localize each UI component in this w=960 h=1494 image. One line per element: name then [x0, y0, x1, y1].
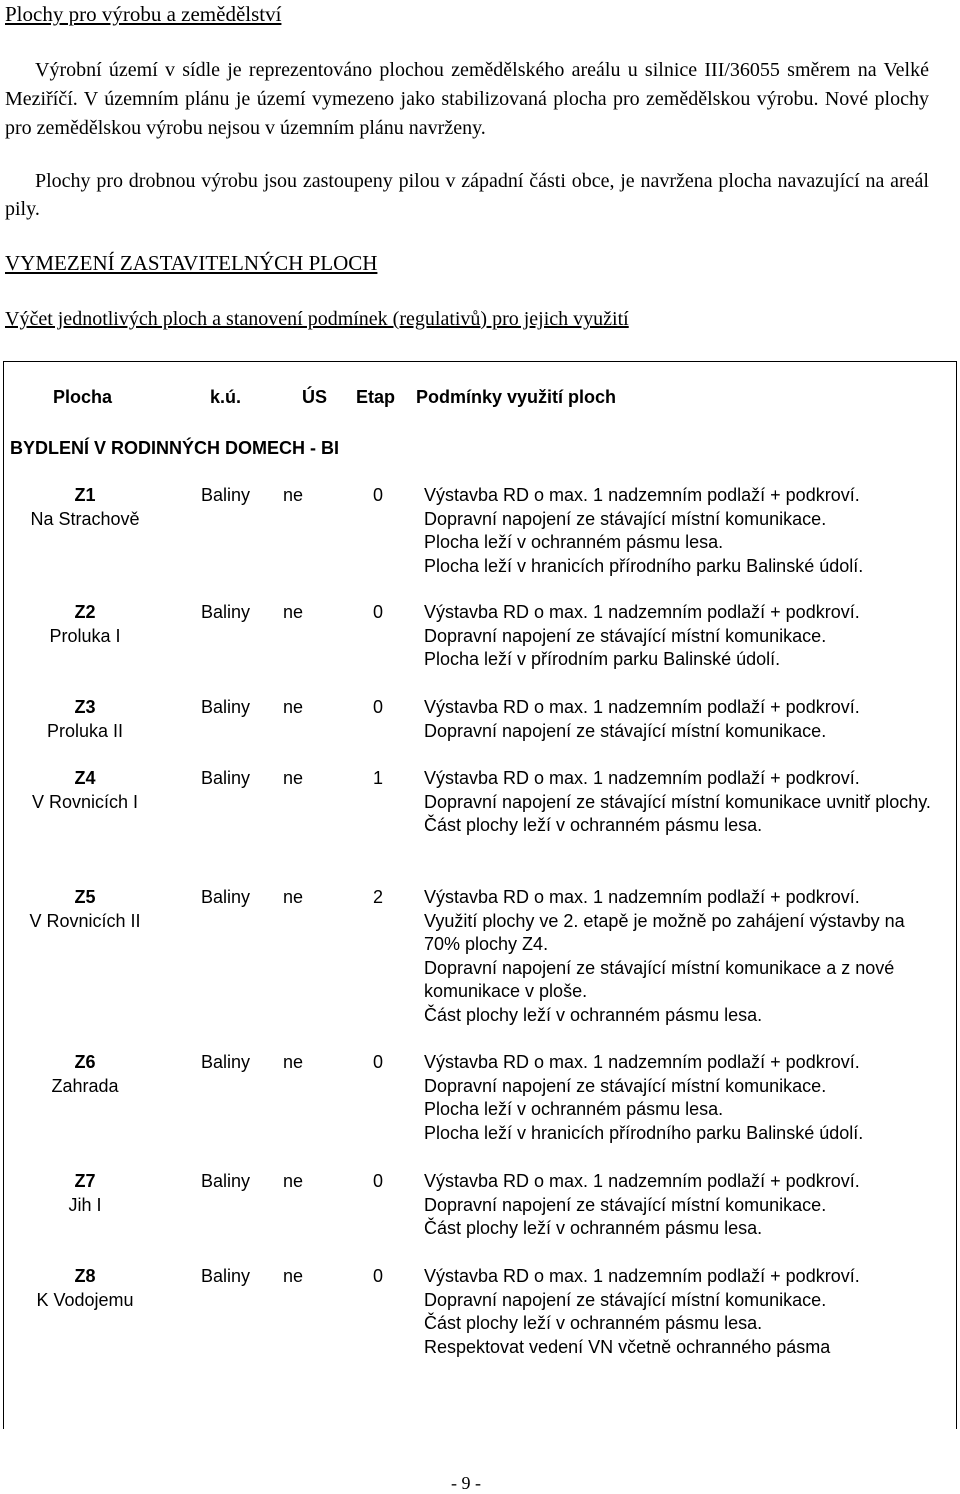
row-us: ne	[283, 697, 304, 717]
row-conditions	[424, 696, 860, 743]
condition-line: Výstavba RD o max. 1 nadzemním podlaží + podkroví.	[424, 697, 860, 717]
row-conditions	[424, 484, 863, 578]
condition-line: Dopravní napojení ze stávající místní komunikace.	[424, 1194, 827, 1215]
section-subtitle: Výčet jednotlivých ploch a stanovení podmínek (regulativů) pro jejich využití	[5, 308, 629, 330]
condition-line: Výstavba RD o max. 1 nadzemním podlaží + podkroví.	[424, 1266, 860, 1286]
row-ku: Baliny	[201, 1171, 251, 1191]
row-code: Z7	[74, 1171, 96, 1191]
row-conditions	[424, 1170, 860, 1241]
row-etap: 1	[373, 768, 384, 788]
row-conditions	[424, 767, 944, 838]
paragraph-small-production: Plochy pro drobnou výrobu jsou zastoupeny pilou v západní části obce, je navržena plocha navazující na areál pily.	[5, 170, 929, 220]
row-code: Z3	[74, 697, 96, 717]
row-code: Z6	[74, 1052, 96, 1072]
row-name: Jih I	[68, 1194, 102, 1215]
row-etap: 0	[373, 485, 384, 505]
header-us: ÚS	[302, 387, 328, 407]
row-conditions	[424, 601, 860, 672]
condition-line: Dopravní napojení ze stávající místní komunikace.	[424, 1075, 827, 1096]
row-conditions	[424, 886, 944, 1027]
row-name: K Vodojemu	[36, 1289, 134, 1310]
paragraph-production: Výrobní území v sídle je reprezentováno plochou zemědělského areálu u silnice III/36055 směrem na Velké Meziříčí. V územním plánu je území vymezeno jako stabilizovaná plocha pro zemědělskou výrobu. Nové plochy pro zemědělskou výrobu nejsou v územním plánu navrženy.	[5, 59, 929, 139]
condition-line: Plocha leží v přírodním parku Balinské údolí.	[424, 649, 781, 669]
row-ku: Baliny	[201, 485, 251, 505]
condition-line: Část plochy leží v ochranném pásmu lesa.	[424, 1313, 763, 1333]
row-ku: Baliny	[201, 697, 251, 717]
row-etap: 0	[373, 1052, 384, 1072]
row-code: Z2	[74, 602, 96, 622]
row-us: ne	[283, 887, 304, 907]
header-plocha: Plocha	[53, 387, 113, 407]
row-etap: 2	[373, 887, 384, 907]
row-us: ne	[283, 1171, 304, 1191]
row-ku: Baliny	[201, 887, 251, 907]
row-etap: 0	[373, 697, 384, 717]
condition-line: Část plochy leží v ochranném pásmu lesa.	[424, 1004, 763, 1025]
section-title: VYMEZENÍ ZASTAVITELNÝCH PLOCH	[5, 251, 378, 275]
row-name: Na Strachově	[30, 508, 140, 529]
condition-line: Výstavba RD o max. 1 nadzemním podlaží + podkroví.	[424, 768, 860, 788]
row-conditions	[424, 1265, 860, 1359]
condition-line: Respektovat vedení VN včetně ochranného pásma	[424, 1336, 831, 1357]
row-name: Zahrada	[51, 1075, 119, 1096]
condition-line: Dopravní napojení ze stávající místní komunikace uvnitř plochy.	[424, 791, 931, 812]
row-us: ne	[283, 768, 304, 788]
condition-line: Plocha leží v hranicích přírodního parku Balinské údolí.	[424, 1122, 864, 1143]
row-code: Z5	[74, 887, 96, 907]
row-name: Proluka I	[49, 625, 121, 646]
row-name: V Rovnicích II	[29, 910, 141, 931]
row-code: Z1	[74, 485, 96, 505]
row-ku: Baliny	[201, 1266, 251, 1286]
condition-line: Část plochy leží v ochranném pásmu lesa.	[424, 1218, 763, 1238]
row-code: Z8	[74, 1266, 96, 1286]
condition-line: Výstavba RD o max. 1 nadzemním podlaží + podkroví.	[424, 887, 860, 907]
page-number: - 9 -	[451, 1473, 481, 1493]
row-ku: Baliny	[201, 1052, 251, 1072]
row-name: Proluka II	[46, 720, 124, 741]
category-label: BYDLENÍ V RODINNÝCH DOMECH - BI	[10, 438, 340, 458]
condition-line: Plocha leží v ochranném pásmu lesa.	[424, 1099, 724, 1119]
condition-line: Výstavba RD o max. 1 nadzemním podlaží + podkroví.	[424, 602, 860, 622]
row-etap: 0	[373, 1266, 384, 1286]
row-etap: 0	[373, 1171, 384, 1191]
condition-line: Dopravní napojení ze stávající místní komunikace.	[424, 508, 827, 529]
condition-line: Výstavba RD o max. 1 nadzemním podlaží + podkroví.	[424, 1052, 860, 1072]
header-conditions: Podmínky využití ploch	[416, 387, 617, 407]
row-us: ne	[283, 1266, 304, 1286]
row-us: ne	[283, 485, 304, 505]
row-ku: Baliny	[201, 768, 251, 788]
header-etap: Etap	[356, 387, 396, 407]
row-ku: Baliny	[201, 602, 251, 622]
condition-line: Využití plochy ve 2. etapě je možně po zahájení výstavby na 70% plochy Z4.	[424, 910, 905, 954]
header-ku: k.ú.	[210, 387, 242, 407]
condition-line: Výstavba RD o max. 1 nadzemním podlaží + podkroví.	[424, 1171, 860, 1191]
row-etap: 0	[373, 602, 384, 622]
row-conditions	[424, 1051, 863, 1145]
condition-line: Plocha leží v ochranném pásmu lesa.	[424, 532, 724, 552]
page-heading: Plochy pro výrobu a zemědělství	[5, 2, 282, 26]
row-code: Z4	[74, 768, 96, 788]
row-us: ne	[283, 602, 304, 622]
condition-line: Výstavba RD o max. 1 nadzemním podlaží + podkroví.	[424, 485, 860, 505]
condition-line: Dopravní napojení ze stávající místní komunikace.	[424, 1289, 827, 1310]
row-us: ne	[283, 1052, 304, 1072]
condition-line: Část plochy leží v ochranném pásmu lesa.	[424, 815, 763, 835]
condition-line: Dopravní napojení ze stávající místní komunikace.	[424, 720, 827, 741]
condition-line: Plocha leží v hranicích přírodního parku Balinské údolí.	[424, 555, 864, 576]
condition-line: Dopravní napojení ze stávající místní komunikace.	[424, 625, 827, 646]
condition-line: Dopravní napojení ze stávající místní komunikace a z nové komunikace v ploše.	[424, 957, 895, 1001]
row-name: V Rovnicích I	[31, 791, 139, 812]
